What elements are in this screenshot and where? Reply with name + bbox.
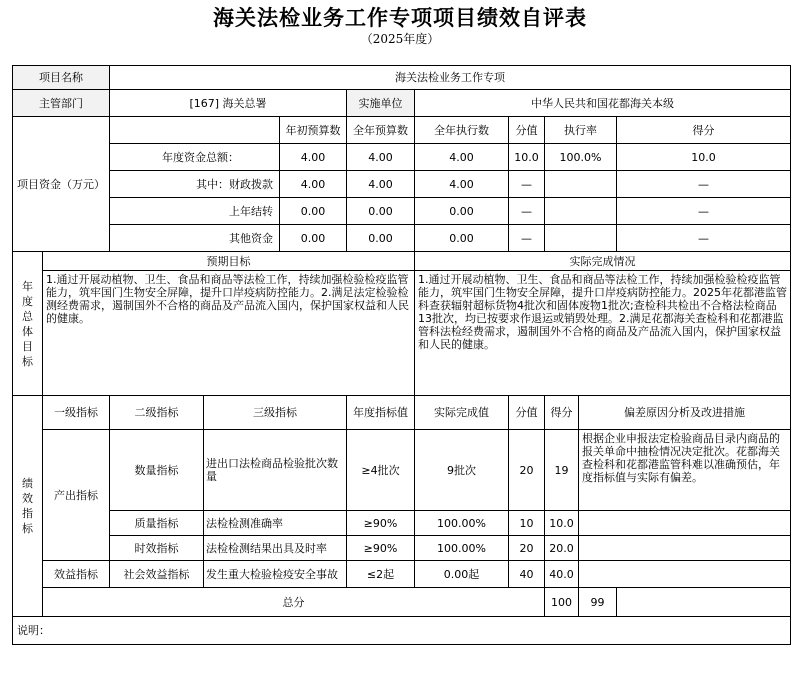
deviation-analysis: 根据企业申报法定检验商品目录内商品的报关单命中抽检情况决定批次。花都海关查检科和花都港监管科难以准确预估，年度指标值与实际有偏差。 bbox=[579, 430, 791, 511]
level2-name: 数量指标 bbox=[110, 430, 204, 511]
header-analysis: 偏差原因分析及改进措施 bbox=[579, 396, 791, 430]
report-year: （2025年度） bbox=[360, 32, 440, 46]
col-initial-budget: 年初预算数 bbox=[280, 117, 347, 144]
expected-goal-header: 预期目标 bbox=[43, 252, 415, 271]
fund-row-score: 10.0 bbox=[509, 144, 545, 171]
col-annual-exec: 全年执行数 bbox=[415, 117, 509, 144]
funds-blank bbox=[110, 117, 280, 144]
fund-row-annual: 4.00 bbox=[347, 171, 415, 198]
total-got: 99 bbox=[579, 588, 617, 617]
fund-row-name: 年度资金总额： bbox=[110, 144, 280, 171]
fund-row-name: 其他资金 bbox=[110, 225, 280, 252]
col-score: 分值 bbox=[509, 117, 545, 144]
dept-value: [167] 海关总署 bbox=[110, 90, 347, 117]
fund-row-score: — bbox=[509, 198, 545, 225]
col-annual-budget: 全年预算数 bbox=[347, 117, 415, 144]
page-title: 海关法检业务工作专项项目绩效自评表 bbox=[213, 5, 587, 30]
fund-row-exec: 0.00 bbox=[415, 198, 509, 225]
fund-row-initial: 4.00 bbox=[280, 144, 347, 171]
total-blank bbox=[617, 588, 791, 617]
actual-value: 0.00起 bbox=[415, 561, 509, 588]
fund-row-initial: 0.00 bbox=[280, 198, 347, 225]
level3-name: 发生重大检验检疫安全事故 bbox=[204, 561, 347, 588]
indicators-label: 绩效指标 bbox=[13, 396, 43, 617]
got-value: 19 bbox=[545, 430, 579, 511]
project-name-label: 项目名称 bbox=[13, 66, 110, 90]
level2-name: 时效指标 bbox=[110, 536, 204, 561]
benefit-indicator-label: 效益指标 bbox=[43, 561, 110, 588]
annual-goal-label: 年度总体目标 bbox=[13, 252, 43, 396]
header-level1: 一级指标 bbox=[43, 396, 110, 430]
fund-row-rate bbox=[545, 225, 617, 252]
total-score: 100 bbox=[545, 588, 579, 617]
fund-row-got: — bbox=[617, 171, 791, 198]
fund-row-initial: 4.00 bbox=[280, 171, 347, 198]
fund-row-exec: 4.00 bbox=[415, 144, 509, 171]
fund-row-name: 上年结转 bbox=[110, 198, 280, 225]
level3-name: 法检检测结果出具及时率 bbox=[204, 536, 347, 561]
actual-value: 9批次 bbox=[415, 430, 509, 511]
col-exec-rate: 执行率 bbox=[545, 117, 617, 144]
expected-goal-text: 1.通过开展动植物、卫生、食品和商品等法检工作，持续加强检验检疫监管能力，筑牢国门生物安全屏障，提升口岸疫病防控能力。2.满足法定检验检测经费需求，遏制国外不合格的商品及产品流入国内，保护国家权益和人民的健康。 bbox=[43, 271, 415, 396]
header-score: 分值 bbox=[509, 396, 545, 430]
fund-row-exec: 0.00 bbox=[415, 225, 509, 252]
evaluation-table bbox=[12, 65, 791, 645]
note-label: 说明： bbox=[13, 617, 791, 645]
fund-row-annual: 0.00 bbox=[347, 198, 415, 225]
output-indicator-label: 产出指标 bbox=[43, 430, 110, 561]
got-value: 40.0 bbox=[545, 561, 579, 588]
unit-label: 实施单位 bbox=[347, 90, 415, 117]
header-actual: 实际完成值 bbox=[415, 396, 509, 430]
fund-row-rate bbox=[545, 198, 617, 225]
fund-row-rate bbox=[545, 171, 617, 198]
header-got: 得分 bbox=[545, 396, 579, 430]
score-value: 40 bbox=[509, 561, 545, 588]
target-value: ≥90% bbox=[347, 536, 415, 561]
fund-row-name: 其中：财政拨款 bbox=[110, 171, 280, 198]
fund-row-exec: 4.00 bbox=[415, 171, 509, 198]
fund-row-got: — bbox=[617, 198, 791, 225]
target-value: ≥90% bbox=[347, 511, 415, 536]
target-value: ≤2起 bbox=[347, 561, 415, 588]
score-value: 10 bbox=[509, 511, 545, 536]
header-target: 年度指标值 bbox=[347, 396, 415, 430]
analysis-blank bbox=[579, 561, 791, 588]
fund-row-got: — bbox=[617, 225, 791, 252]
dept-label: 主管部门 bbox=[13, 90, 110, 117]
fund-row-initial: 0.00 bbox=[280, 225, 347, 252]
actual-value: 100.00% bbox=[415, 511, 509, 536]
fund-row-got: 10.0 bbox=[617, 144, 791, 171]
col-got: 得分 bbox=[617, 117, 791, 144]
level3-name: 法检检测准确率 bbox=[204, 511, 347, 536]
level2-name: 质量指标 bbox=[110, 511, 204, 536]
total-label: 总分 bbox=[43, 588, 545, 617]
level3-name: 进出口法检商品检验批次数量 bbox=[204, 430, 347, 511]
analysis-blank bbox=[579, 536, 791, 561]
funds-label: 项目资金（万元） bbox=[13, 117, 110, 252]
analysis-blank bbox=[579, 511, 791, 536]
level2-name: 社会效益指标 bbox=[110, 561, 204, 588]
target-value: ≥4批次 bbox=[347, 430, 415, 511]
actual-result-text: 1.通过开展动植物、卫生、食品和商品等法检工作，持续加强检验检疫监管能力，筑牢国门生物安全屏障，提升口岸疫病防控能力。2025年花都港监管科查获辐射超标货物4批次和固体废物1批次;查检科共检出不合格法检商品13批次，均已按要求作退运或销毁处理。2.满足花都海关查检科和花都港监管科法检经费需求，遏制国外不合格的商品及产品流入国内，保护国家权益和人民的健康。 bbox=[415, 271, 791, 396]
project-name: 海关法检业务工作专项 bbox=[110, 66, 791, 90]
fund-row-annual: 0.00 bbox=[347, 225, 415, 252]
header-level2: 二级指标 bbox=[110, 396, 204, 430]
got-value: 10.0 bbox=[545, 511, 579, 536]
header-level3: 三级指标 bbox=[204, 396, 347, 430]
fund-row-annual: 4.00 bbox=[347, 144, 415, 171]
actual-result-header: 实际完成情况 bbox=[415, 252, 791, 271]
score-value: 20 bbox=[509, 430, 545, 511]
unit-value: 中华人民共和国花都海关本级 bbox=[415, 90, 791, 117]
got-value: 20.0 bbox=[545, 536, 579, 561]
actual-value: 100.00% bbox=[415, 536, 509, 561]
fund-row-score: — bbox=[509, 225, 545, 252]
score-value: 20 bbox=[509, 536, 545, 561]
fund-row-rate: 100.0% bbox=[545, 144, 617, 171]
fund-row-score: — bbox=[509, 171, 545, 198]
